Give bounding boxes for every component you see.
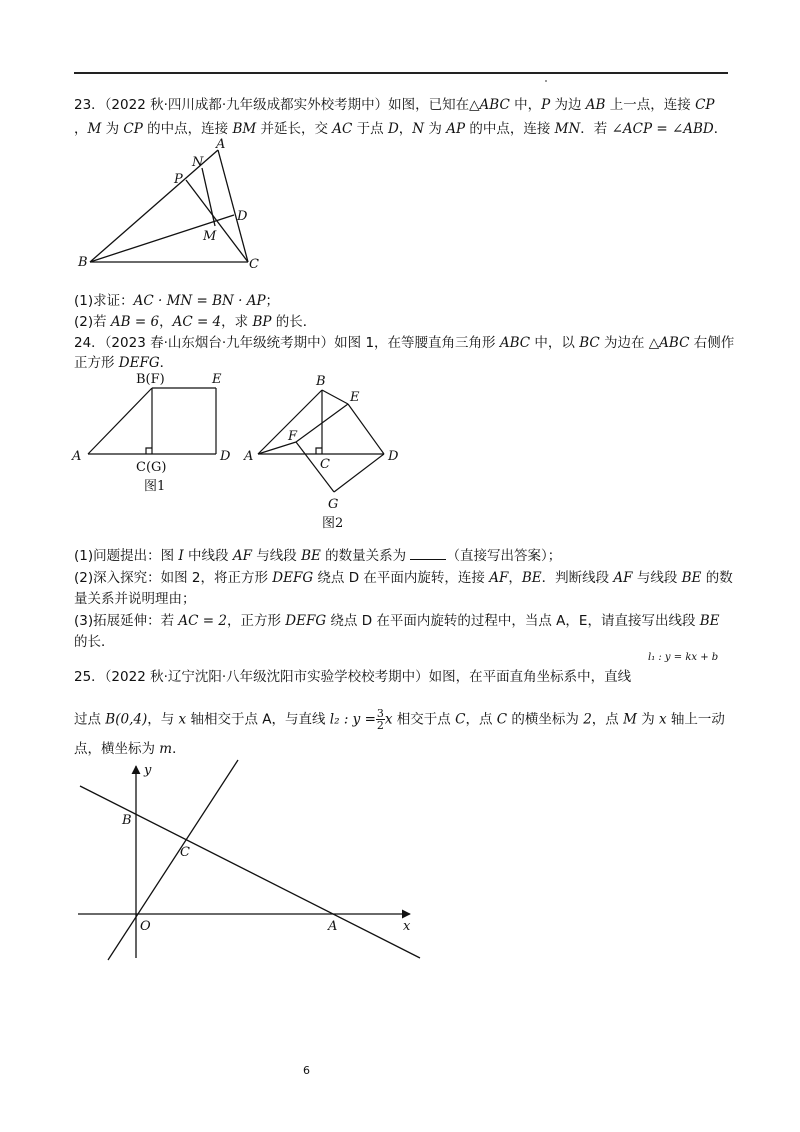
label-E: E bbox=[212, 372, 222, 387]
label-F: F bbox=[288, 429, 298, 444]
q24-figure-2 bbox=[244, 368, 418, 533]
label-B: B bbox=[122, 813, 132, 828]
q24-sub-3-cont: 的长． bbox=[74, 634, 115, 650]
line-l1 bbox=[80, 786, 420, 958]
page-number: 6 bbox=[303, 1064, 310, 1077]
seg-DG bbox=[334, 454, 384, 492]
q24-figure-1 bbox=[70, 370, 240, 495]
fraction-3-2: $\frac{3}{2}$ bbox=[376, 707, 384, 732]
q23-triangle-diagram bbox=[70, 138, 280, 273]
seg-AB bbox=[88, 388, 152, 454]
label-M: M bbox=[203, 229, 217, 244]
seg-ED bbox=[348, 404, 384, 454]
q24-sub-1: (1)问题提出：图 I 中线段 AF 与线段 BE 的数量关系为 （直接写出答案）； bbox=[74, 548, 562, 564]
label-N: N bbox=[192, 155, 204, 170]
label-G: G bbox=[328, 497, 339, 512]
label-A: A bbox=[244, 449, 254, 464]
q23-sub-1: (1)求证：AC · MN = BN · AP； bbox=[74, 293, 280, 309]
fig2-caption: 图2 bbox=[322, 516, 344, 531]
answer-blank[interactable] bbox=[410, 547, 446, 560]
label-B: B bbox=[316, 374, 326, 389]
label-C: C bbox=[320, 457, 330, 472]
q25-line-2: 过点 B(0,4)，与 x 轴相交于点 A，与直线 l₂ : y = $\frac{3}{2}$ x 相交于点 C，点 C 的横坐标为 2，点 M 为 x 轴上一动 bbox=[74, 707, 725, 732]
seg-MN bbox=[202, 168, 215, 226]
line-l2 bbox=[108, 760, 238, 960]
seg-BE bbox=[322, 390, 348, 404]
label-E: E bbox=[350, 390, 360, 405]
label-C: C bbox=[180, 845, 190, 860]
label-y: y bbox=[144, 763, 152, 778]
q23-line-1: 23．（2022 秋·四川成都·九年级成都实外校考期中）如图，已知在△ABC 中，P 为边 AB 上一点，连接 CP bbox=[74, 97, 715, 113]
label-BF: B(F) bbox=[136, 372, 165, 387]
q23-line-2: ，M 为 CP 的中点，连接 BM 并延长，交 AC 于点 D，N 为 AP 的中点，连接 MN．若 ∠ACP = ∠ABD． bbox=[74, 121, 728, 137]
q24-sub-3: (3)拓展延伸：若 AC = 2，正方形 DEFG 绕点 D 在平面内旋转的过程中，当点 A，E，请直接写出线段 BE bbox=[74, 613, 720, 629]
label-P: P bbox=[174, 172, 183, 187]
header-rule bbox=[74, 72, 728, 74]
q24-sub-2: (2)深入探究：如图 2，将正方形 DEFG 绕点 D 在平面内旋转，连接 AF，BE．判断线段 AF 与线段 BE 的数 bbox=[74, 570, 733, 586]
seg-AC bbox=[218, 150, 248, 262]
header-dot bbox=[545, 80, 547, 82]
label-D: D bbox=[220, 449, 231, 464]
q23-sub-2: (2)若 AB = 6，AC = 4，求 BP 的长． bbox=[74, 314, 317, 330]
label-B: B bbox=[78, 255, 88, 270]
q25-coordinate-diagram bbox=[70, 760, 430, 965]
label-x: x bbox=[403, 919, 411, 934]
q25-l1-equation: l₁ : y = kx + b bbox=[648, 652, 719, 663]
right-angle-mark bbox=[316, 448, 322, 454]
fig1-caption: 图1 bbox=[144, 479, 166, 494]
label-C: C bbox=[249, 257, 259, 272]
right-angle-mark bbox=[146, 448, 152, 454]
label-D: D bbox=[237, 209, 248, 224]
q24-line-1: 24．（2023 春·山东烟台·九年级统考期中）如图 1，在等腰直角三角形 ABC 中，以 BC 为边在 △ABC 右侧作 bbox=[74, 335, 735, 351]
label-A: A bbox=[72, 449, 82, 464]
q24-line-2: 正方形 DEFG． bbox=[74, 355, 174, 371]
q25-line-3: 点，横坐标为 m． bbox=[74, 741, 186, 757]
label-O: O bbox=[140, 919, 151, 934]
q25-line-1: 25．（2022 秋·辽宁沈阳·八年级沈阳市实验学校校考期中）如图，在平面直角坐标系中，直线 bbox=[74, 669, 632, 685]
label-A: A bbox=[216, 137, 226, 152]
label-A: A bbox=[328, 919, 338, 934]
label-CG: C(G) bbox=[136, 460, 167, 475]
label-D: D bbox=[388, 449, 399, 464]
q24-sub-2-cont: 量关系并说明理由； bbox=[74, 591, 196, 607]
